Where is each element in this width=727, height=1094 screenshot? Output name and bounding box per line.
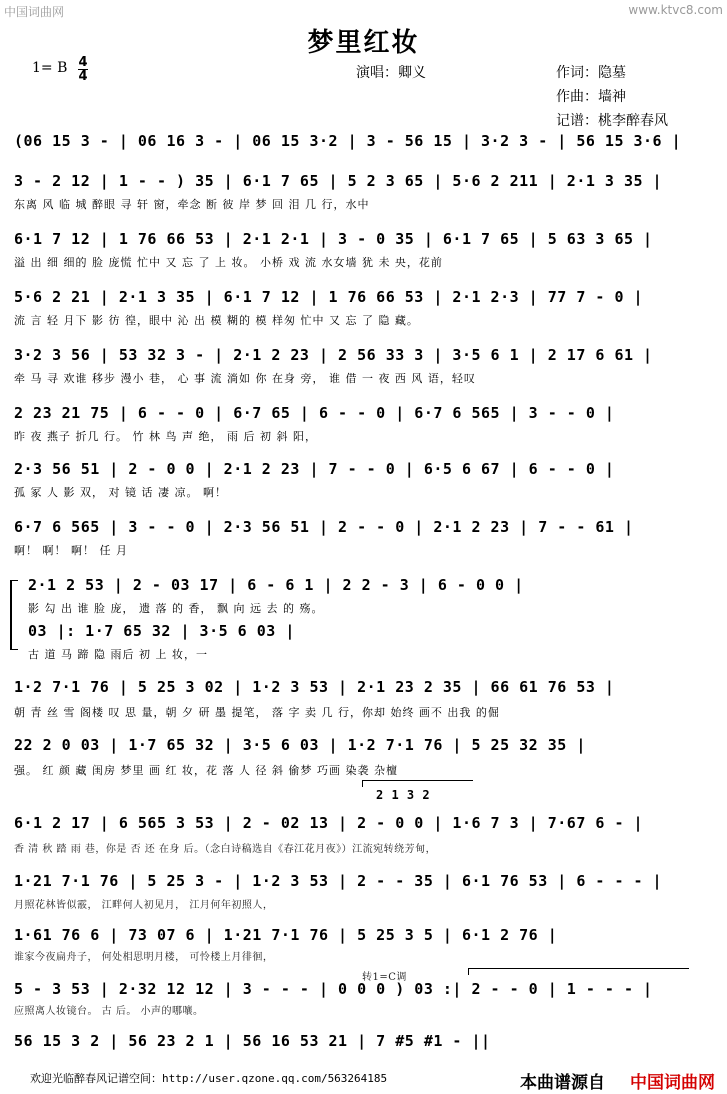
score-row-13: 6·1 2 17 | 6 565 3 53 | 2 - 02 13 | 2 - 0 0 | 1·6 7 3 | 7·67 6 - | xyxy=(14,814,644,832)
watermark-right: www.ktvc8.com xyxy=(628,3,723,17)
lyric-row-6: 昨 夜 燕子 折几 行。 竹 林 鸟 声 绝， 雨 后 初 斜 阳， xyxy=(14,430,317,443)
time-bottom: 4 xyxy=(78,69,88,84)
lyric-row-9: 影 勾 出 谁 脸 庞， 遗 落 的 香， 飘 向 远 去 的 殇。 xyxy=(28,602,324,615)
source-site[interactable]: 中国词曲网 xyxy=(630,1073,715,1093)
lyric-row-3: 溢 出 细 细的 脸 庞慌 忙中 又 忘 了 上 妆。 小桥 戏 流 水女墙 犹 未 央，花前 xyxy=(14,256,443,269)
lyric-row-13: 香 清 秋 踏 雨 巷，你是 否 还 在身 后。（念白诗稿选自《春江花月夜》）江流宛转绕芳甸， xyxy=(14,844,437,855)
score-row-8: 6·7 6 565 | 3 - - 0 | 2·3 56 51 | 2 - - 0 | 2·1 2 23 | 7 - - 61 | xyxy=(14,518,634,536)
score-row-14: 1·21 7·1 76 | 5 25 3 - | 1·2 3 53 | 2 - - 35 | 6·1 76 53 | 6 - - - | xyxy=(14,872,663,890)
lyric-row-7: 孤 冢 人 影 双， 对 镜 话 凄 凉。 啊！ xyxy=(14,486,227,499)
score-row-7: 2·3 56 51 | 2 - 0 0 | 2·1 2 23 | 7 - - 0 | 6·5 6 67 | 6 - - 0 | xyxy=(14,460,615,478)
second-ending-bracket xyxy=(468,968,689,975)
score-row-1: (06 15 3 - | 06 16 3 - | 06 15 3·2 | 3 - 56 15 | 3·2 3 - | 56 15 3·6 | xyxy=(14,132,682,150)
lyric-row-14: 月照花林皆似霰， 江畔何人初见月， 江月何年初照人， xyxy=(14,900,274,911)
singer-credit: 演唱：卿义 xyxy=(356,65,426,81)
score-row-17: 56 15 3 2 | 56 23 2 1 | 56 16 53 21 | 7 #5 #1 - || xyxy=(14,1032,491,1050)
lyric-row-2: 东离 风 临 城 醉眼 寻 轩 窗，牵念 断 彼 岸 梦 回 泪 几 行，水中 xyxy=(14,198,370,211)
score-row-4: 5·6 2 21 | 2·1 3 35 | 6·1 7 12 | 1 76 66 53 | 2·1 2·3 | 77 7 - 0 | xyxy=(14,288,644,306)
time-signature xyxy=(78,56,88,83)
lyric-row-5: 牵 马 寻 欢谁 移步 漫小 巷， 心 事 流 淌如 你 在身 旁， 谁 借 一 夜 西 风 语，轻叹 xyxy=(14,372,476,385)
score-row-3: 6·1 7 12 | 1 76 66 53 | 2·1 2·1 | 3 - 0 35 | 6·1 7 65 | 5 63 3 65 | xyxy=(14,230,653,248)
volta-label: 2 1 3 2 xyxy=(376,788,431,802)
watermark-left: 中国词曲网 xyxy=(4,5,65,19)
section-brace xyxy=(10,580,18,650)
volta-bracket xyxy=(362,780,473,787)
lyric-row-11: 朝 青 丝 雪 阁楼 叹 思 量，朝 夕 研 墨 提笔， 落 字 卖 几 行，你却 始终 画不 出我 的倔 xyxy=(14,706,500,719)
score-row-10: 03 |: 1·7 65 32 | 3·5 6 03 | xyxy=(28,622,295,640)
score-row-5: 3·2 3 56 | 53 32 3 - | 2·1 2 23 | 2 56 33 3 | 3·5 6 1 | 2 17 6 61 | xyxy=(14,346,653,364)
score-row-2: 3 - 2 12 | 1 - - ) 35 | 6·1 7 65 | 5 2 3 65 | 5·6 2 211 | 2·1 3 35 | xyxy=(14,172,663,190)
transcriber-credit: 记谱：桃李醉春风 xyxy=(556,113,668,129)
source-label: 本曲谱源自 xyxy=(520,1073,605,1093)
score-row-11: 1·2 7·1 76 | 5 25 3 02 | 1·2 3 53 | 2·1 23 2 35 | 66 61 76 53 | xyxy=(14,678,615,696)
score-row-16: 5 - 3 53 | 2·32 12 12 | 3 - - - | 0 0 0 ) 03 :| 2 - - 0 | 1 - - - | xyxy=(14,980,653,998)
composer-credit: 作曲：墙神 xyxy=(556,89,626,105)
modulation-label: 转1=C调 xyxy=(362,972,407,983)
lyric-row-8: 啊！ 啊！ 啊！ 任 月 xyxy=(14,544,128,557)
footer-link[interactable]: 欢迎光临醉春风记谱空间：http://user.qzone.qq.com/563264185 xyxy=(30,1072,388,1085)
lyricist-credit: 作词：隐墓 xyxy=(556,65,626,81)
song-title: 梦里红妆 xyxy=(307,28,420,58)
lyric-row-15: 谁家今夜扁舟子， 何处相思明月楼， 可怜楼上月徘徊， xyxy=(14,952,274,963)
score-row-9: 2·1 2 53 | 2 - 03 17 | 6 - 6 1 | 2 2 - 3 | 6 - 0 0 | xyxy=(28,576,524,594)
lyric-row-10: 古 道 马 蹄 隐 雨后 初 上 妆，一 xyxy=(28,648,208,661)
key-signature: 1= B xyxy=(32,60,68,76)
time-top: 4 xyxy=(78,55,88,70)
score-row-15: 1·61 76 6 | 73 07 6 | 1·21 7·1 76 | 5 25 3 5 | 6·1 2 76 | xyxy=(14,926,558,944)
score-row-12: 22 2 0 03 | 1·7 65 32 | 3·5 6 03 | 1·2 7·1 76 | 5 25 32 35 | xyxy=(14,736,586,754)
lyric-row-12: 强。 红 颜 藏 闺房 梦里 画 红 妆，花 落 人 径 斜 偷梦 巧画 染袭 杂檀 xyxy=(14,764,398,777)
lyric-row-4: 流 言 轻 月下 影 彷 徨，眼中 沁 出 模 糊的 模 样匆 忙中 又 忘 了 隐 藏。 xyxy=(14,314,419,327)
score-row-6: 2 23 21 75 | 6 - - 0 | 6·7 65 | 6 - - 0 | 6·7 6 565 | 3 - - 0 | xyxy=(14,404,615,422)
lyric-row-16: 应照离人妆镜台。 古 后。 小声的哪嚷。 xyxy=(14,1006,204,1017)
